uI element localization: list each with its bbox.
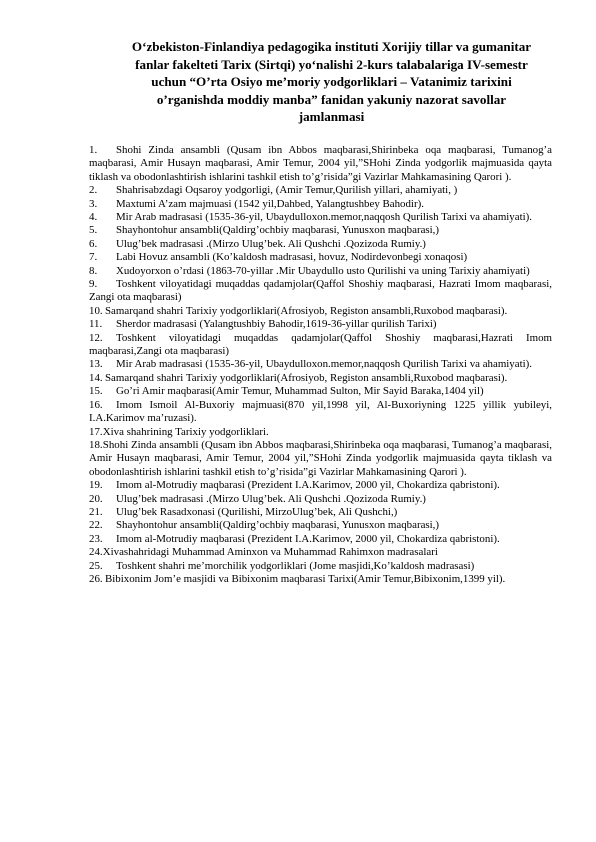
question-number: 25.: [89, 559, 103, 572]
question-text: Imom al-Motrudiy maqbarasi (Prezident I.A.Karimov, 2000 yil, Chokardiza qabristoni).: [116, 532, 500, 545]
question-number: 17.: [89, 425, 103, 438]
question-number: 13.: [89, 358, 103, 371]
question-item: [89, 533, 552, 546]
question-item: [89, 278, 552, 305]
question-number: 19.: [89, 479, 103, 492]
question-item: [89, 238, 552, 251]
question-item: [89, 224, 552, 237]
title-line: uchun “O’rta Osiyo me’moriy yodgorliklari – Vatanimiz tarixini: [151, 74, 512, 90]
question-item: [89, 519, 552, 532]
question-item: [89, 493, 552, 506]
question-text: Shayhontohur ansambli(Qaldirg’ochbiy maqbarasi, Yunusxon maqbarasi,): [116, 224, 440, 237]
question-number: 21.: [89, 505, 103, 518]
question-item: [89, 211, 552, 224]
question-item: [89, 426, 552, 439]
question-text: Mir Arab madrasasi (1535-36-yil, Ubaydulloxon.memor,naqqosh Qurilish Tarixi va ahamiyati).: [116, 211, 532, 223]
question-item: [89, 251, 552, 264]
question-item: [89, 385, 552, 398]
question-number: 18.: [89, 438, 103, 451]
question-number: 9.: [89, 278, 98, 291]
question-text: Xudoyorxon o’rdasi (1863-70-yillar .Mir Ubaydullo usto Qurilishi va uning Tarixiy ahamiyati): [116, 264, 530, 277]
question-text: Maxtumi A’zam majmuasi (1542 yil,Dahbed, Yalangtushbey Bahodir).: [116, 197, 424, 210]
question-item: [89, 372, 552, 385]
question-number: 7.: [89, 251, 98, 264]
question-text: Imom al-Motrudiy maqbarasi (Prezident I.A.Karimov, 2000 yil, Chokardiza qabristoni).: [116, 479, 500, 492]
question-number: 2.: [89, 184, 98, 197]
question-text: Ulug’bek Rasadxonasi (Qurilishi, MirzoUlug’bek, Ali Qushchi,): [116, 505, 398, 518]
question-text: Sherdor madrasasi (Yalangtushbiy Bahodir,1619-36-yillar qurilish Tarixi): [116, 318, 437, 331]
question-item: [89, 399, 552, 426]
title-line: jamlanmasi: [298, 109, 365, 125]
document-title: [89, 38, 552, 126]
question-text: Samarqand shahri Tarixiy yodgorliklari(Afrosiyob, Registon ansambli,Ruxobod maqbarasi).: [105, 371, 508, 384]
question-item: [89, 265, 552, 278]
question-text: Labi Hovuz ansambli (Ko’kaldosh madrasasi, hovuz, Nodirdevonbegi xonaqosi): [116, 251, 468, 264]
question-text: Samarqand shahri Tarixiy yodgorliklari(Afrosiyob, Registon ansambli,Ruxobod maqbarasi).: [105, 304, 508, 317]
question-text: Toshkent viloyatidagi muqaddas qadamjolar(Qaffol Shoshiy maqbarasi,Hazrati Imom maqbarasi,Zangi ota maqbarasi): [89, 331, 552, 358]
question-item: [89, 479, 552, 492]
question-item: [89, 332, 552, 359]
question-number: 12.: [89, 331, 103, 344]
question-number: 16.: [89, 398, 103, 411]
question-text: Toshkent viloyatidagi muqaddas qadamjolar(Qaffol Shoshiy maqbarasi, Hazrati Imom maqbarasi, Zangi ota maqbarasi): [89, 278, 552, 304]
question-item: [89, 184, 552, 197]
question-text: Shohi Zinda ansambli (Qusam ibn Abbos maqbarasi,Shirinbeka oqa maqbarasi, Tumanog’a maqbarasi, Amir Husayn maqbarasi, Amir Temur, 2004 yil,”SHohi Zinda yodgorlik majmuasida qayta tiklash va obodonlashtirish ishlarini tashkil etish to’g’risida”gi Vazirlar Mahkamasining Qarori ).: [89, 143, 552, 183]
question-number: 8.: [89, 264, 98, 277]
question-text: Shayhontohur ansambli(Qaldirg’ochbiy maqbarasi, Yunusxon maqbarasi,): [116, 519, 440, 532]
title-line: o’rganishda moddiy manba” fanidan yakuniy nazorat savollar: [156, 91, 507, 107]
question-text: Mir Arab madrasasi (1535-36-yil, Ubaydulloxon.memor,naqqosh Qurilish Tarixi va ahamiyati).: [116, 358, 532, 371]
question-text: Shohi Zinda ansambli (Qusam ibn Abbos maqbarasi,Shirinbeka oqa maqbarasi, Tumanog’a maqbarasi, Amir Husayn maqbarasi, Amir Temur, 2004 yil,”SHohi Zinda yodgorlik majmuasida qayta tiklash va obodonlashtirish ishlarini tashkil etish to’g’risida”gi Vazirlar Mahkamasining Qarori ).: [89, 438, 552, 478]
question-text: Toshkent shahri me’morchilik yodgorliklari (Jome masjidi,Ko’kaldosh madrasasi): [116, 559, 475, 572]
question-number: 15.: [89, 385, 103, 398]
question-text: Bibixonim Jom’e masjidi va Bibixonim maqbarasi Tarixi(Amir Temur,Bibixonim,1399 yil).: [105, 572, 506, 585]
question-number: 10.: [89, 304, 103, 317]
question-number: 23.: [89, 532, 103, 545]
question-text: Imom Ismoil Al-Buxoriy majmuasi(870 yil,1998 yil, Al-Buxoriyning 1225 yillik yubileyi, I.A.Karimov ma’ruzasi).: [89, 398, 552, 425]
question-text: Go’ri Amir maqbarasi(Amir Temur, Muhammad Sulton, Mir Sayid Baraka,1404 yil): [116, 385, 484, 398]
title-line: O‘zbekiston-Finlandiya pedagogika instituti Xorijiy tillar va gumanitar: [131, 39, 532, 54]
question-item: [89, 144, 552, 184]
question-item: [89, 546, 552, 559]
question-number: 1.: [89, 143, 98, 156]
question-number: 6.: [89, 237, 98, 250]
question-item: [89, 560, 552, 573]
question-item: [89, 439, 552, 479]
question-text: Ulug’bek madrasasi .(Mirzo Ulug’bek. Ali Qushchi .Qozizoda Rumiy.): [116, 492, 426, 505]
question-item: [89, 198, 552, 211]
question-item: [89, 318, 552, 331]
question-item: [89, 573, 552, 586]
question-number: 22.: [89, 519, 103, 532]
question-number: 26.: [89, 572, 103, 585]
question-text: Shahrisabzdagi Oqsaroy yodgorligi, (Amir Temur,Qurilish yillari, ahamiyati, ): [116, 184, 458, 197]
question-item: [89, 358, 552, 371]
question-number: 20.: [89, 492, 103, 505]
question-item: [89, 506, 552, 519]
question-number: 14.: [89, 371, 103, 384]
question-text: Ulug’bek madrasasi .(Mirzo Ulug’bek. Ali Qushchi .Qozizoda Rumiy.): [116, 237, 426, 250]
question-number: 3.: [89, 197, 98, 210]
question-text: Xivashahridagi Muhammad Aminxon va Muhammad Rahimxon madrasalari: [102, 546, 438, 559]
question-list: [89, 144, 552, 586]
question-number: 24.: [89, 546, 103, 559]
question-number: 11.: [89, 318, 103, 331]
question-number: 5.: [89, 224, 98, 237]
title-line: fanlar fakelteti Tarix (Sirtqi) yo‘nalishi 2-kurs talabalariga IV-semestr: [135, 56, 528, 72]
question-number: 4.: [89, 211, 98, 223]
question-item: [89, 305, 552, 318]
question-text: Xiva shahrining Tarixiy yodgorliklari.: [102, 425, 269, 438]
